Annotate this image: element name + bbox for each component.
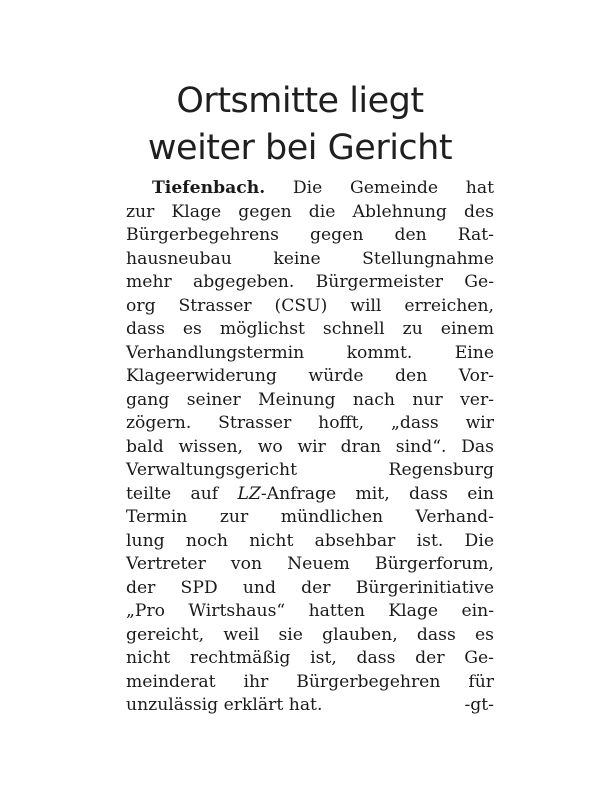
- body-line-8: Verhandlungstermin kommt. Eine: [126, 342, 494, 363]
- body-line-3: Bürgerbegehrens gegen den Rat-: [126, 225, 494, 245]
- body-line-23: [126, 694, 494, 718]
- body-line-13: Verwaltungsgericht Regensburg: [126, 460, 494, 480]
- body-line-22: meinderat ihr Bürgerbegehren für: [126, 671, 494, 692]
- body-line-2: zur Klage gegen die Ablehnung des: [126, 201, 494, 222]
- headline-line-1: Ortsmitte liegt: [176, 81, 424, 121]
- body-line-6: org Strasser (CSU) will erreichen,: [126, 295, 494, 316]
- body-line-12: bald wissen, wo wir dran sind“. Das: [126, 436, 494, 457]
- body-line-18: der SPD und der Bürgerinitiative: [126, 577, 494, 598]
- dateline: Tiefenbach.: [152, 178, 266, 198]
- publication-abbrev: LZ: [237, 483, 261, 504]
- body-line-15: Termin zur mündlichen Verhand-: [126, 507, 494, 527]
- body-line-16: lung noch nicht absehbar ist. Die: [126, 530, 494, 551]
- body-line-20: gereicht, weil sie glauben, dass es: [126, 624, 494, 645]
- body-line-14: [126, 483, 494, 507]
- body-line-14-start: teilte auf: [126, 483, 238, 504]
- body-line-10: gang seiner Meinung nach nur ver-: [126, 389, 494, 410]
- headline-line-2: weiter bei Gericht: [147, 128, 453, 168]
- article-body: [126, 177, 494, 718]
- body-line-21: nicht rechtmäßig ist, dass der Ge-: [126, 648, 494, 668]
- body-line-23-text: unzulässig erklärt hat.: [126, 695, 323, 715]
- body-line-19: „Pro Wirtshaus“ hatten Klage ein-: [126, 601, 494, 621]
- body-line-4: hausneubau keine Stellungnahme: [126, 248, 494, 269]
- author-signature: -gt-: [464, 695, 494, 715]
- body-line-14-end: -Anfrage mit, dass ein: [260, 483, 494, 504]
- body-line-5: mehr abgegeben. Bürgermeister Ge-: [126, 272, 494, 292]
- body-line-1-text: Die Gemeinde hat: [265, 178, 494, 198]
- body-line-17: Vertreter von Neuem Bürgerforum,: [126, 554, 494, 574]
- body-line-1: [126, 177, 494, 201]
- headline: [0, 78, 600, 172]
- body-line-11: zögern. Strasser hofft, „dass wir: [126, 413, 494, 433]
- body-line-7: dass es möglichst schnell zu einem: [126, 319, 494, 339]
- body-line-9: Klageerwiderung würde den Vor-: [126, 366, 494, 386]
